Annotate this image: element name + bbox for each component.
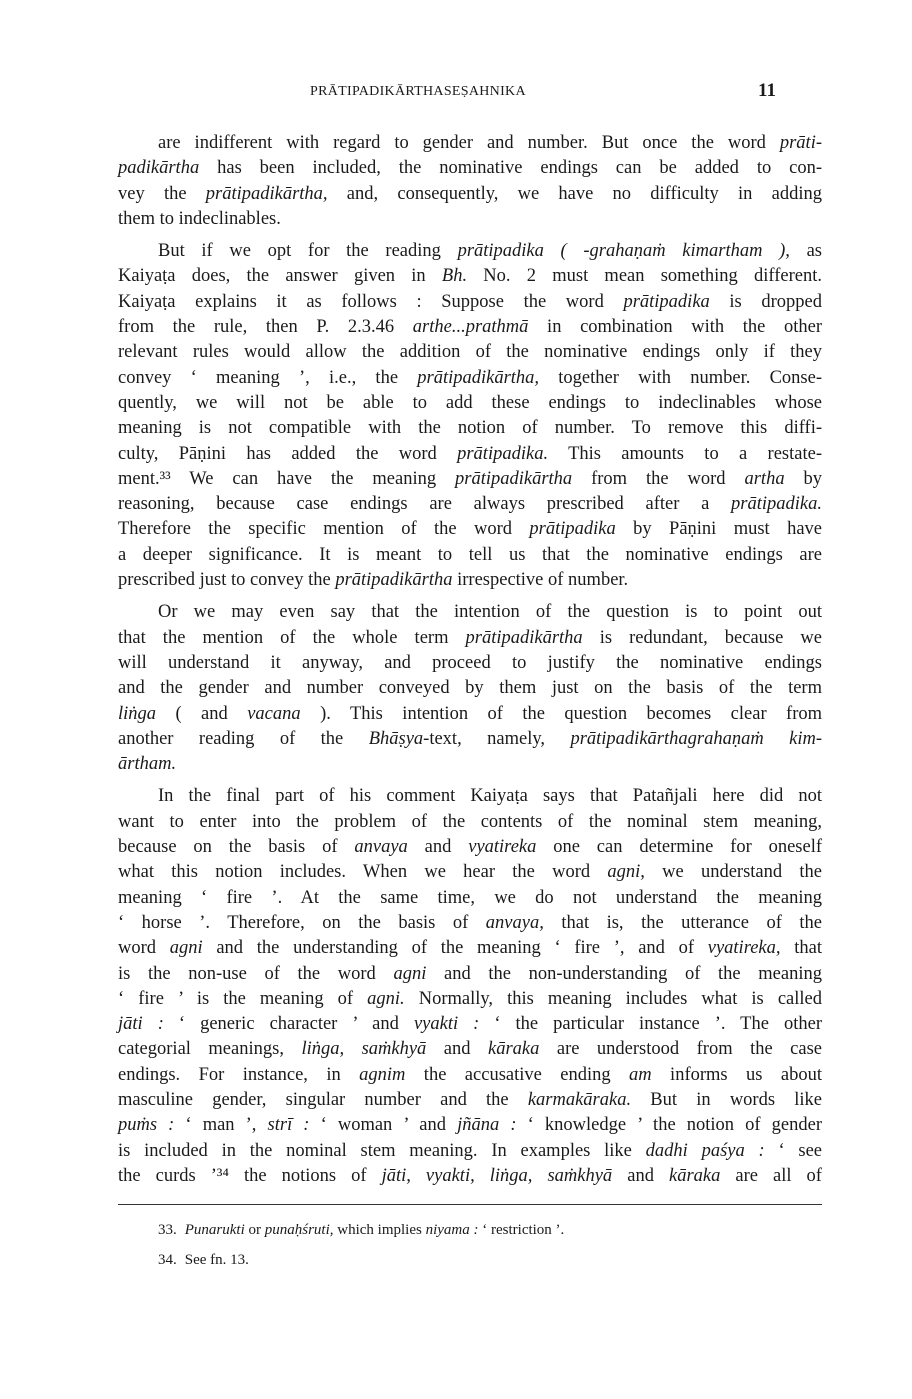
text-line: [118, 182, 822, 207]
text-run: prescribed just to convey the: [118, 570, 336, 591]
text-run: and the understanding of the meaning ‘ fire ’, and of: [202, 938, 708, 959]
italic-term: vyatireka,: [707, 938, 781, 959]
text-run: from the rule, then P. 2.3.46: [118, 317, 413, 338]
text-line: [118, 936, 822, 961]
text-run: and the non-understanding of the meaning: [426, 963, 822, 984]
text-line: [118, 987, 822, 1012]
text-run: informs us about: [651, 1064, 822, 1085]
text-run: -text, namely,: [423, 728, 571, 749]
text-run: which implies: [333, 1222, 426, 1238]
italic-term: liṅga, saṁkhyā: [301, 1039, 427, 1060]
text-run: or: [244, 1222, 265, 1238]
text-line: [118, 1113, 822, 1138]
italic-term: prātipadikārtha,: [417, 367, 540, 388]
italic-term: agnim: [359, 1064, 406, 1085]
italic-term: karmakāraka.: [527, 1089, 632, 1110]
italic-term: agni,: [607, 862, 645, 883]
text-run: ‘ generic character ’ and: [163, 1014, 414, 1035]
text-line: [118, 752, 822, 777]
text-run: endings. For instance, in: [118, 1064, 360, 1085]
text-run: word: [118, 938, 170, 959]
text-run: Kaiyaṭa explains it as follows : Suppose the word: [118, 291, 624, 312]
text-run: ‘ the particular instance ’. The other: [479, 1014, 822, 1035]
italic-term: strī :: [267, 1115, 310, 1136]
running-title: PRĀTIPADIKĀRTHASEṢAHNIKA: [310, 84, 526, 99]
italic-term: liṅga: [118, 703, 157, 724]
italic-term: padikārtha: [118, 158, 200, 179]
text-line: [118, 264, 822, 289]
text-line: [118, 517, 822, 542]
italic-term: prātipadika.: [457, 443, 549, 464]
text-run: reasoning, because case endings are always prescribed after a: [118, 494, 732, 515]
text-line: [118, 1139, 822, 1164]
text-run: by Pāṇini must have: [615, 519, 822, 540]
text-run: Or we may even say that the intention of the question is to point out: [158, 602, 822, 623]
text-run: are all of: [720, 1165, 822, 1186]
text-run: we understand the: [644, 862, 822, 883]
text-run: See fn. 13.: [184, 1252, 249, 1268]
italic-term: niyama :: [425, 1222, 479, 1238]
text-run: is the non-use of the word: [118, 963, 394, 984]
running-header: [0, 80, 912, 104]
text-line: [118, 131, 822, 156]
text-line: [118, 391, 822, 416]
text-run: is redundant, because we: [582, 627, 822, 648]
italic-term: dadhi paśya :: [645, 1140, 765, 1161]
italic-term: agni.: [367, 988, 405, 1009]
text-line: [118, 568, 822, 593]
text-run: ‘ woman ’ and: [309, 1115, 458, 1136]
italic-term: prātipadikārtha: [335, 570, 453, 591]
text-line: [118, 543, 822, 568]
text-run: masculine gender, singular number and the: [118, 1089, 528, 1110]
text-run: what this notion includes. When we hear the word: [118, 862, 608, 883]
text-line: [118, 1012, 822, 1037]
text-line: [118, 442, 822, 467]
text-run: Therefore the specific mention of the word: [118, 519, 530, 540]
italic-term: prātipadika: [529, 519, 616, 540]
text-run: and: [612, 1165, 669, 1186]
text-run: meaning ‘ fire ’. At the same time, we do not understand the meaning: [118, 887, 822, 908]
text-run: is dropped: [709, 291, 823, 312]
text-run: the accusative ending: [405, 1064, 630, 1085]
page-number: 11: [758, 80, 776, 101]
italic-term: anvaya: [354, 837, 408, 858]
text-run: is included in the nominal stem meaning. In examples like: [118, 1140, 646, 1161]
italic-term: puṁs :: [118, 1115, 175, 1136]
text-line: [118, 651, 822, 676]
italic-term: agni: [393, 963, 427, 984]
text-run: has been included, the nominative endings can be added to con-: [199, 158, 822, 179]
text-run: culty, Pāṇini has added the word: [118, 443, 458, 464]
text-run: ‘ fire ’ is the meaning of: [118, 988, 368, 1009]
text-line: [118, 784, 822, 809]
text-line: [118, 156, 822, 181]
italic-term: vyatireka: [468, 837, 537, 858]
text-run: Normally, this meaning includes what is called: [404, 988, 822, 1009]
italic-term: Bh.: [441, 266, 468, 287]
text-run: relevant rules would allow the addition of the nominative endings only if they: [118, 342, 822, 363]
text-run: that the mention of the whole term: [118, 627, 466, 648]
text-run: by: [784, 468, 823, 489]
text-run: irrespective of number.: [452, 570, 629, 591]
text-line: [118, 207, 822, 232]
text-run: ‘ restriction ’.: [478, 1222, 565, 1238]
italic-term: kāraka: [668, 1165, 721, 1186]
text-line: [118, 835, 822, 860]
text-line: [118, 727, 822, 752]
italic-term: agni: [169, 938, 203, 959]
italic-term: jñāna :: [457, 1115, 517, 1136]
text-run: because on the basis of: [118, 837, 355, 858]
text-run: in combination with the other: [528, 317, 822, 338]
italic-term: vyakti :: [413, 1014, 480, 1035]
text-line: [118, 1164, 822, 1189]
text-line: [118, 315, 822, 340]
italic-term: Bhāṣya: [368, 728, 424, 749]
footnote-rule: [118, 1204, 822, 1205]
text-line: [118, 911, 822, 936]
text-run: one can determine for oneself: [536, 837, 823, 858]
text-line: [118, 340, 822, 365]
footnote: [158, 1222, 564, 1239]
text-run: Kaiyaṭa does, the answer given in: [118, 266, 442, 287]
text-run: ‘ knowledge ’ the notion of gender: [516, 1115, 822, 1136]
italic-term: artha: [744, 468, 785, 489]
italic-term: prātipadikārtha,: [205, 183, 328, 204]
italic-term: anvaya,: [485, 912, 544, 933]
text-run: vey the: [118, 183, 206, 204]
text-line: [118, 416, 822, 441]
text-line: [118, 492, 822, 517]
italic-term: prātipadikārtha: [465, 627, 583, 648]
text-run: This amounts to a restate-: [548, 443, 822, 464]
text-run: convey ‘ meaning ’, i.e., the: [118, 367, 418, 388]
text-line: [118, 962, 822, 987]
text-line: [118, 290, 822, 315]
text-run: from the word: [572, 468, 745, 489]
body-text: [118, 131, 822, 1189]
text-run: that: [780, 938, 822, 959]
footnote-number: 34.: [158, 1252, 177, 1268]
text-line: [118, 860, 822, 885]
paragraph: [118, 239, 822, 593]
footnote-number: 33.: [158, 1222, 177, 1238]
text-run: and: [407, 837, 469, 858]
text-run: that is, the utterance of the: [543, 912, 822, 933]
text-line: [118, 702, 822, 727]
text-run: But in words like: [631, 1089, 822, 1110]
text-run: In the final part of his comment Kaiyaṭa says that Patañjali here did not: [158, 786, 822, 807]
text-line: [118, 239, 822, 264]
italic-term: prātipadika ( -grahaṇaṁ kimartham ),: [457, 241, 790, 262]
italic-term: Punarukti: [184, 1222, 245, 1238]
text-run: No. 2 must mean something different.: [467, 266, 822, 287]
text-run: ment.³³ We can have the meaning: [118, 468, 456, 489]
italic-term: ārtham.: [118, 754, 177, 775]
text-run: as: [789, 241, 822, 262]
text-line: [118, 626, 822, 651]
text-run: are understood from the case: [539, 1039, 822, 1060]
text-run: and: [426, 1039, 488, 1060]
text-run: ‘ horse ’. Therefore, on the basis of: [118, 912, 486, 933]
text-run: a deeper significance. It is meant to tell us that the nominative endings are: [118, 544, 822, 565]
italic-term: prātipadika.: [731, 494, 822, 515]
text-line: [118, 810, 822, 835]
text-run: the curds ’³⁴ the notions of: [118, 1165, 382, 1186]
text-line: [118, 467, 822, 492]
text-run: But if we opt for the reading: [158, 241, 458, 262]
paragraph: [118, 131, 822, 232]
text-run: are indifferent with regard to gender and number. But once the word: [158, 133, 780, 153]
text-run: will understand it anyway, and proceed to justify the nominative endings: [118, 652, 822, 673]
text-run: categorial meanings,: [118, 1039, 302, 1060]
italic-term: prātipadikārthagrahaṇaṁ kim-: [570, 728, 822, 749]
italic-term: prātipadikārtha: [455, 468, 573, 489]
italic-term: vacana: [247, 703, 301, 724]
text-run: ( and: [156, 703, 248, 724]
paragraph: [118, 600, 822, 777]
text-run: and, consequently, we have no difficulty in adding: [327, 183, 822, 204]
italic-term: prāti-: [779, 133, 822, 153]
footnote: [158, 1252, 249, 1269]
italic-term: arthe...prathmā: [412, 317, 529, 338]
text-line: [118, 886, 822, 911]
text-run: ‘ man ’,: [174, 1115, 268, 1136]
italic-term: jāti :: [118, 1014, 164, 1035]
text-run: them to indeclinables.: [118, 208, 281, 229]
text-line: [118, 1088, 822, 1113]
italic-term: prātipadika: [623, 291, 710, 312]
text-run: want to enter into the problem of the contents of the nominal stem meaning,: [118, 811, 822, 832]
italic-term: jāti, vyakti, liṅga, saṁkhyā: [381, 1165, 613, 1186]
text-run: and the gender and number conveyed by them just on the basis of the term: [118, 678, 822, 699]
paragraph: [118, 784, 822, 1189]
italic-term: kāraka: [488, 1039, 540, 1060]
text-line: [118, 1037, 822, 1062]
text-line: [118, 1063, 822, 1088]
italic-term: punaḥśruti,: [264, 1222, 334, 1238]
text-run: meaning is not compatible with the notion of number. To remove this diffi-: [118, 418, 822, 439]
text-run: quently, we will not be able to add these endings to indeclinables whose: [118, 392, 822, 413]
italic-term: am: [629, 1064, 652, 1085]
text-run: ). This intention of the question becomes clear from: [300, 703, 823, 724]
text-run: another reading of the: [118, 728, 369, 749]
text-run: ‘ see: [764, 1140, 822, 1161]
text-line: [118, 676, 822, 701]
text-line: [118, 366, 822, 391]
text-line: [118, 600, 822, 625]
text-run: together with number. Conse-: [539, 367, 822, 388]
